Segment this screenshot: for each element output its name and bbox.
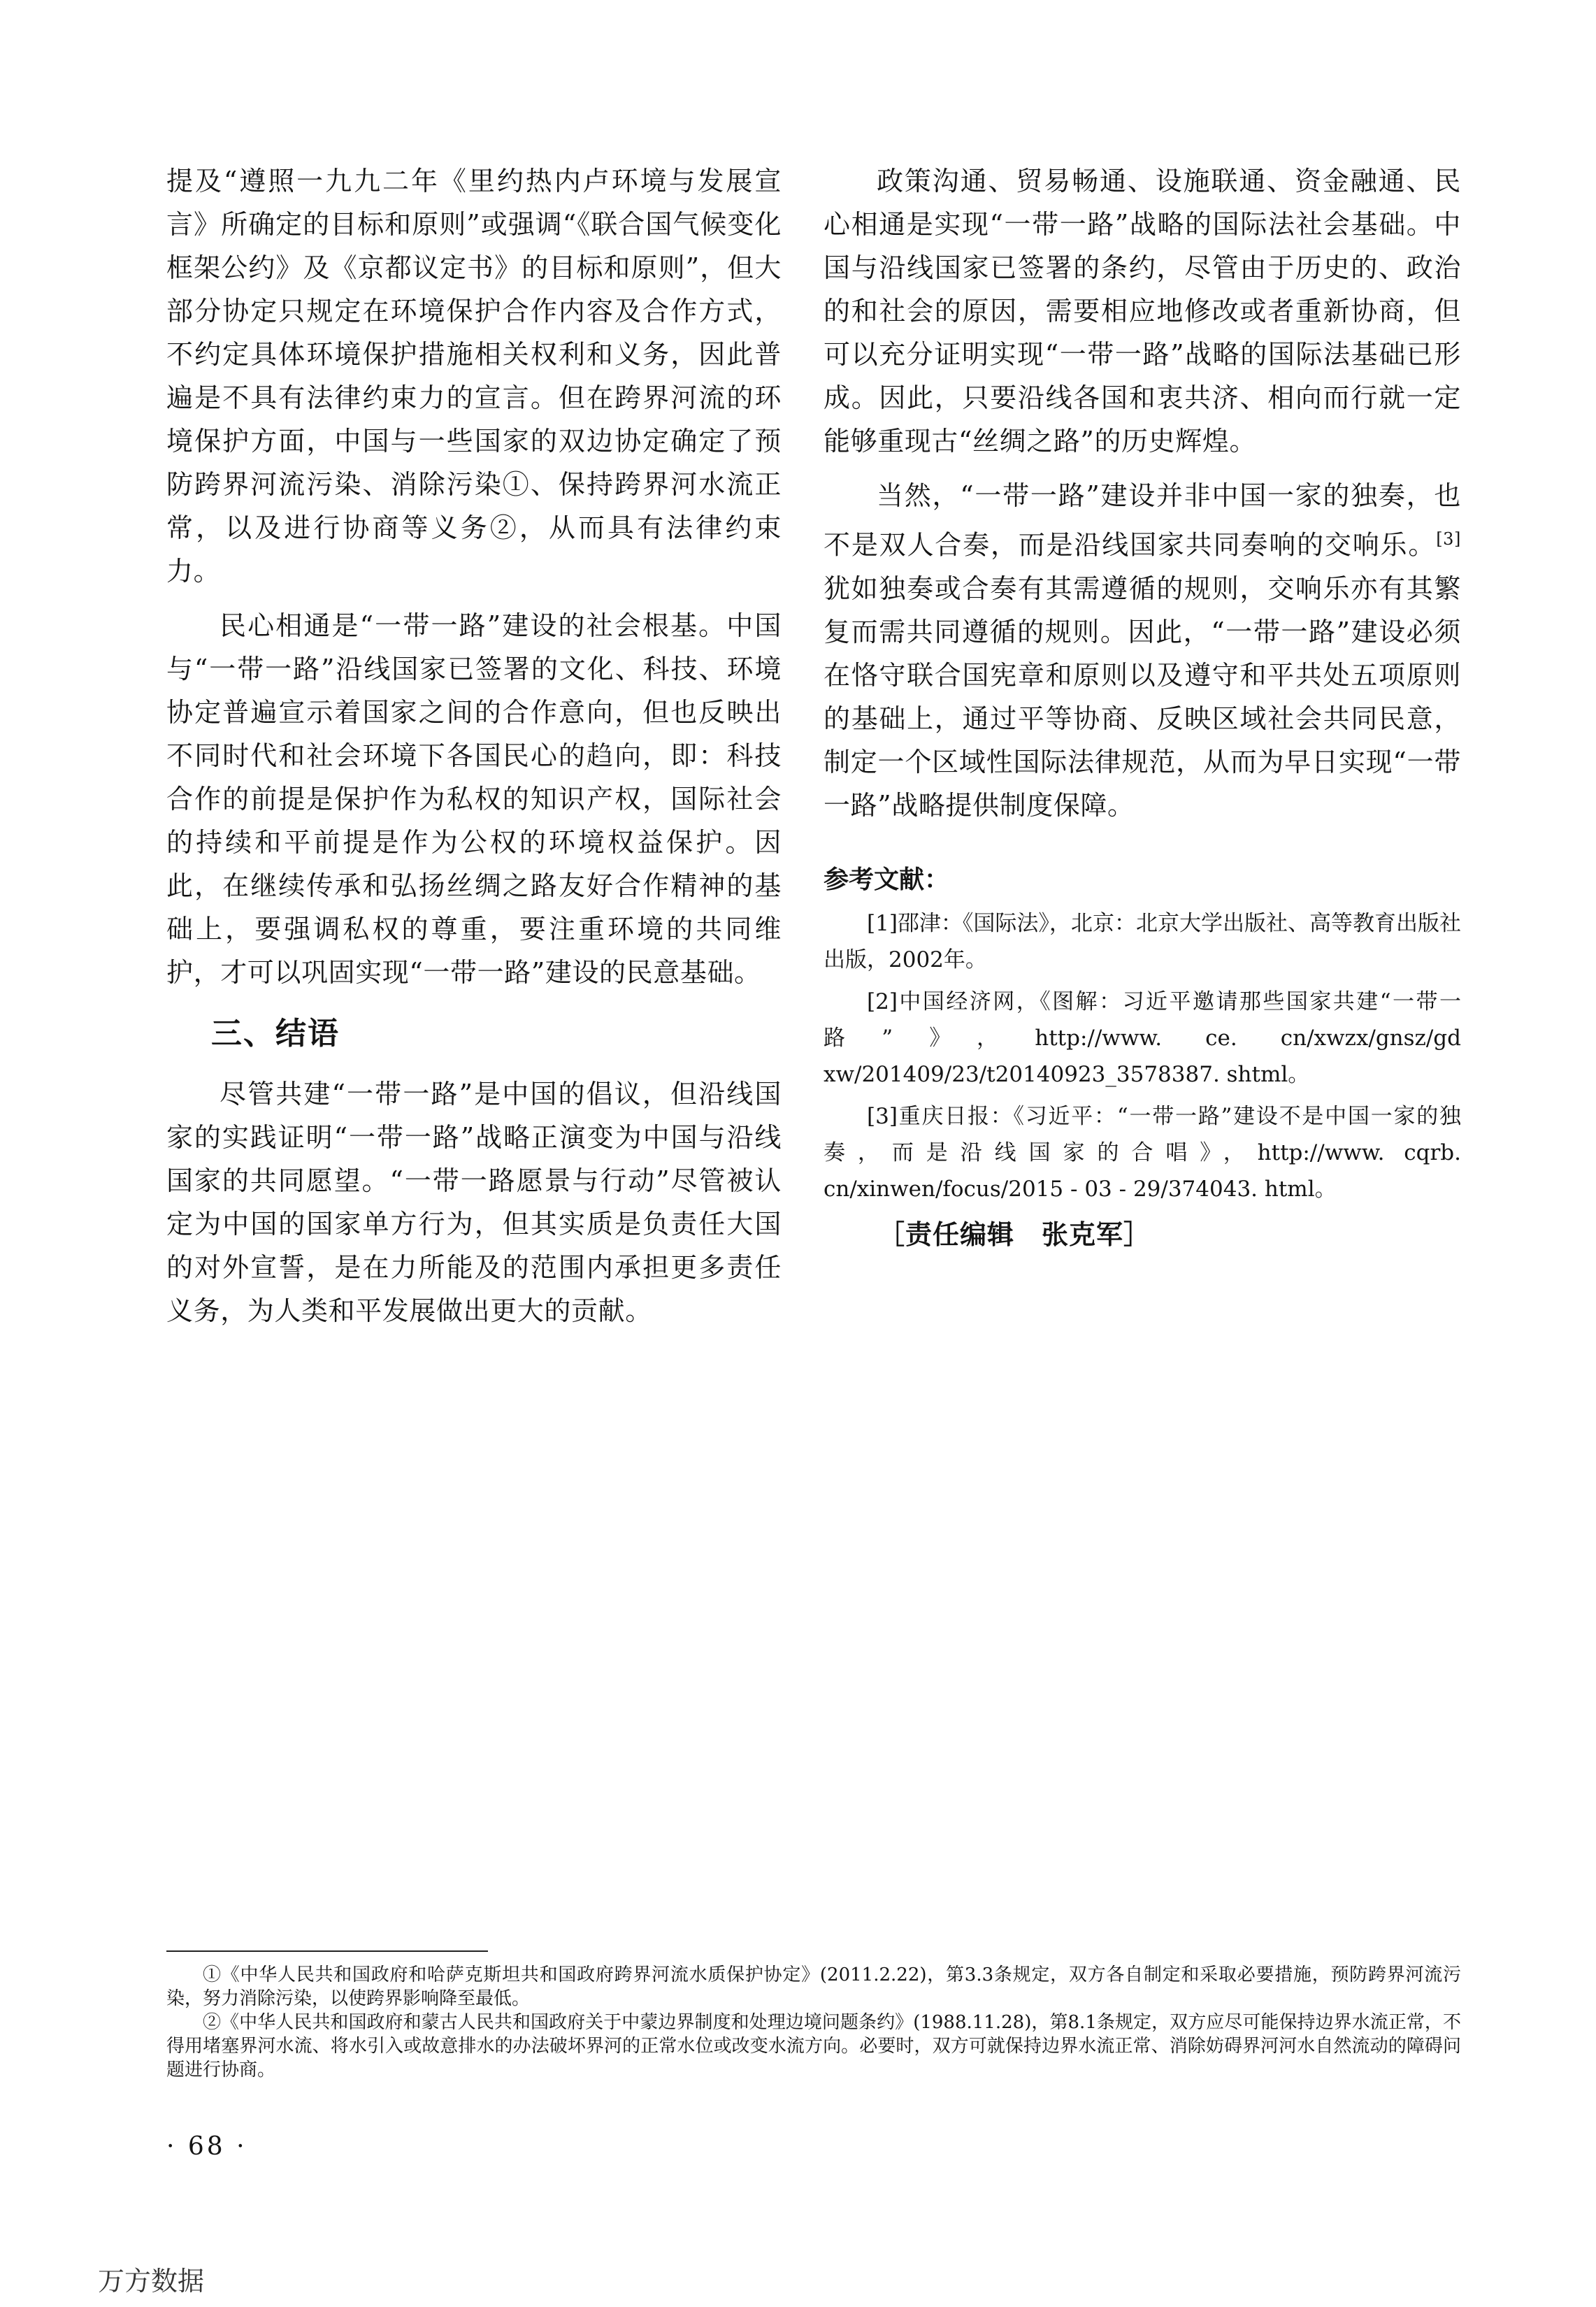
body-paragraph — [824, 474, 1461, 827]
references-heading: 参考文献： — [824, 865, 950, 894]
watermark: 万方数据 — [98, 2266, 205, 2297]
body-paragraph: 民心相通是“一带一路”建设的社会根基。中国与“一带一路”沿线国家已签署的文化、科技、环境协定普遍宣示着国家之间的合作意向，但也反映出不同时代和社会环境下各国民心的趋向，即：科技合作的前提是保护作为私权的知识产权，国际社会的持续和平前提是作为公权的环境权益保护。因此，在继续传承和弘扬丝绸之路友好合作精神的基础上，要强调私权的尊重，要注重环境的共同维护，才可以巩固实现“一带一路”建设的民意基础。 — [166, 610, 782, 988]
body-paragraph: 政策沟通、贸易畅通、设施联通、资金融通、民心相通是实现“一带一路”战略的国际法社会基础。中国与沿线国家已签署的条约，尽管由于历史的、政治的和社会的原因，需要相应地修改或者重新协商，但可以充分证明实现“一带一路”战略的国际法基础已形成。因此，只要沿线各国和衷共济、相向而行就一定能够重现古“丝绸之路”的历史辉煌。 — [824, 166, 1461, 457]
left-column — [166, 159, 782, 1332]
footnote: ②《中华人民共和国政府和蒙古人民共和国政府关于中蒙边界制度和处理边境问题条约》(1988.11.28)，第8.1条规定，双方应尽可能保持边界水流正常，不得用堵塞界河水流、将水引入或故意排水的办法破坏界河的正常水位或改变水流方向。必要时，双方可就保持边界水流正常、消除妨碍界河河水自然流动的障碍问题进行协商。 — [166, 2012, 1461, 2080]
reference-item: [1]邵津：《国际法》，北京：北京大学出版社、高等教育出版社出版，2002年。 — [824, 910, 1461, 972]
paragraph-text: 犹如独奏或合奏有其需遵循的规则，交响乐亦有其繁复而需共同遵循的规则。因此，“一带一路”建设必须在恪守联合国宪章和原则以及遵守和平共处五项原则的基础上，通过平等协商、反映区域社会共同民意，制定一个区域性国际法律规范，从而为早日实现“一带一路”战略提供制度保障。 — [824, 573, 1461, 821]
body-paragraph: 尽管共建“一带一路”是中国的倡议，但沿线国家的实践证明“一带一路”战略正演变为中国与沿线国家的共同愿望。“一带一路愿景与行动”尽管被认定为中国的国家单方行为，但其实质是负责任大国的对外宣誓，是在力所能及的范围内承担更多责任义务，为人类和平发展做出更大的贡献。 — [166, 1079, 782, 1326]
footnote: ①《中华人民共和国政府和哈萨克斯坦共和国政府跨界河流水质保护协定》(2011.2.22)，第3.3条规定，双方各自制定和采取必要措施，预防跨界河流污染，努力消除污染，以使跨界影响降至最低。 — [166, 1964, 1461, 2009]
responsible-editor: ［责任编辑 张克军］ — [878, 1219, 1151, 1250]
reference-item: [3]重庆日报：《习近平：“一带一路”建设不是中国一家的独奏，而是沿线国家的合唱》，http://www. cqrb. cn/xinwen/focus/2015 - 03 - 29/374043. html。 — [824, 1103, 1461, 1202]
body-paragraph: 提及“遵照一九九二年《里约热内卢环境与发展宣言》所确定的目标和原则”或强调“《联合国气候变化框架公约》及《京都议定书》的目标和原则”，但大部分协定只规定在环境保护合作内容及合作方式，不约定具体环境保护措施相关权利和义务，因此普遍是不具有法律约束力的宣言。但在跨界河流的环境保护方面，中国与一些国家的双边协定确定了预防跨界河流污染、消除污染①、保持跨界河水流正常，以及进行协商等义务②，从而具有法律约束力。 — [166, 166, 782, 587]
right-column — [824, 159, 1461, 1255]
footnote-divider — [166, 1950, 488, 1952]
citation-marker: [3] — [1436, 529, 1461, 549]
page-number: · 68 · — [166, 2132, 247, 2161]
section-heading: 三、结语 — [211, 1016, 340, 1051]
reference-item: [2]中国经济网，《图解：习近平邀请那些国家共建“一带一路”》，http://www. ce. cn/xwzx/gnsz/gd xw/201409/23/t20140923_3578387. shtml。 — [824, 989, 1461, 1087]
footnotes — [166, 1963, 1461, 2082]
paragraph-text: 当然，“一带一路”建设并非中国一家的独奏，也不是双人合奏，而是沿线国家共同奏响的交响乐。 — [824, 480, 1461, 561]
